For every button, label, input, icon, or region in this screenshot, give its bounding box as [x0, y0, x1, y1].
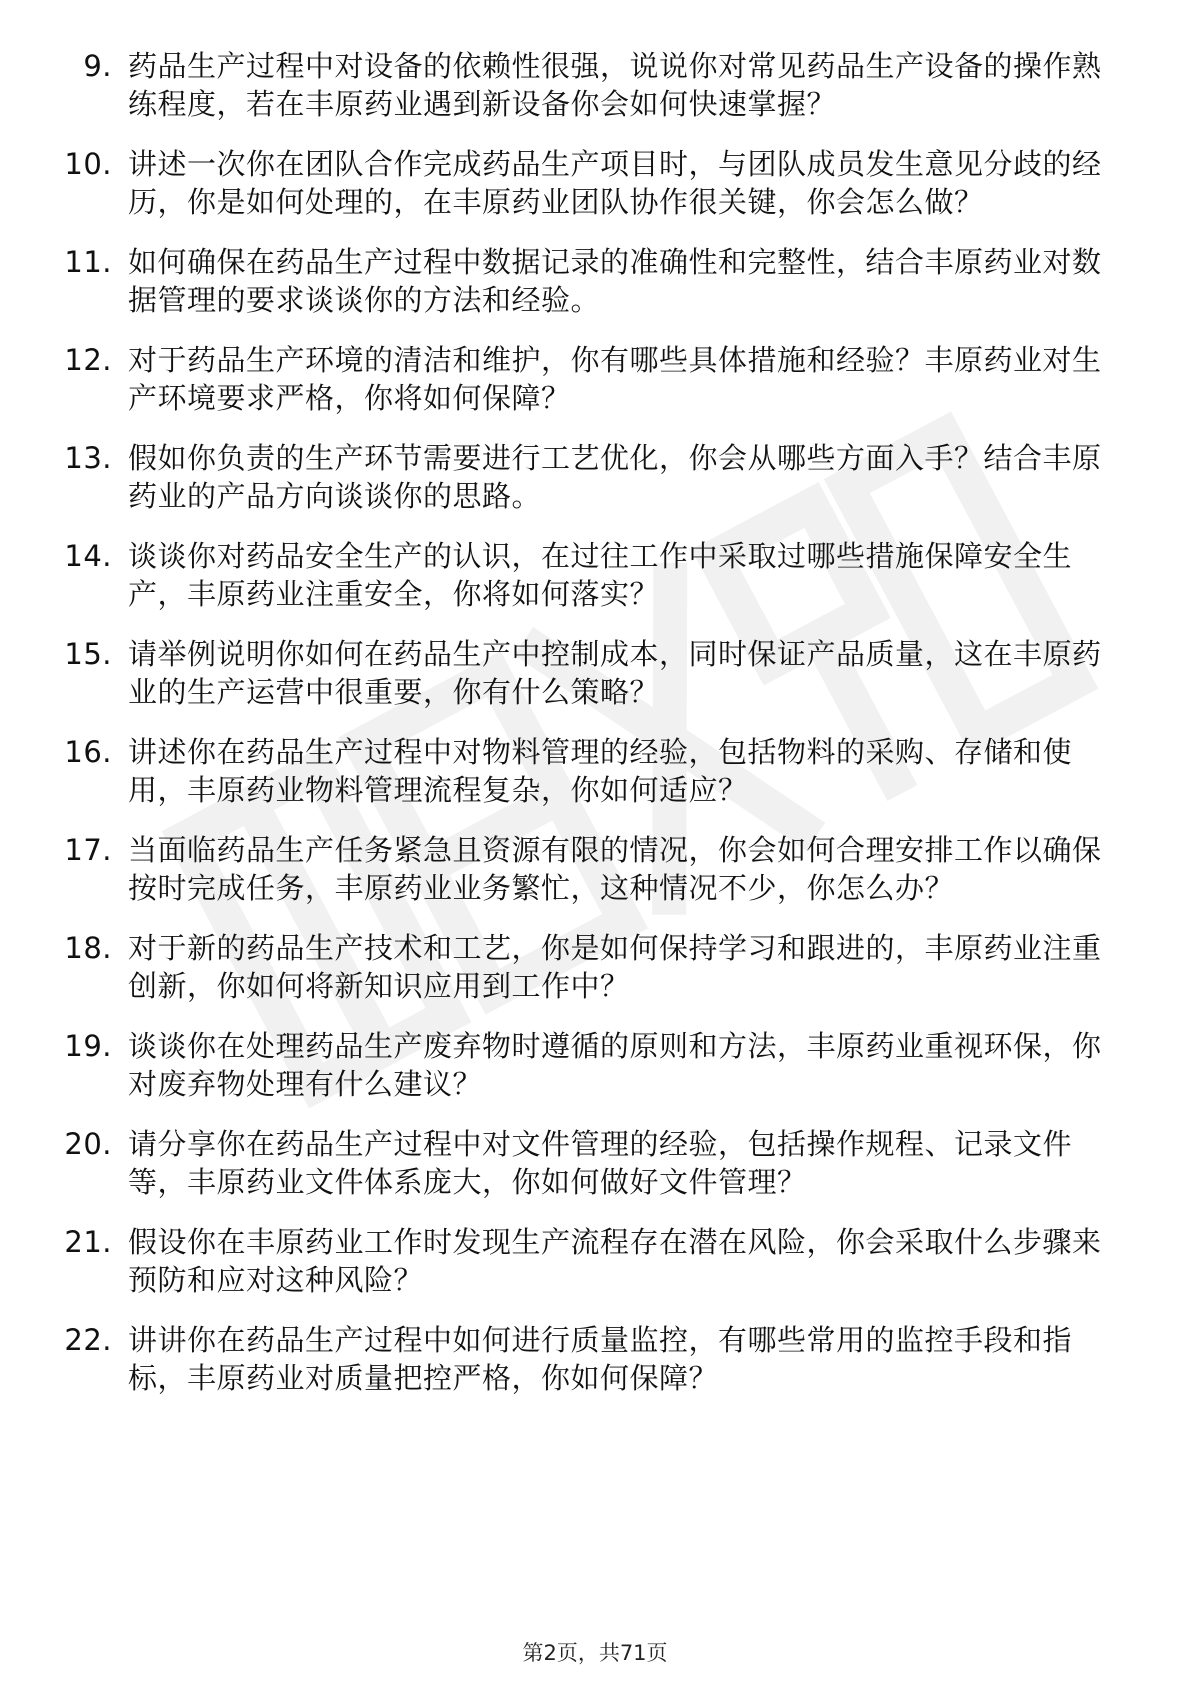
- question-number: 22.: [64, 1323, 112, 1357]
- question-number: 17.: [64, 833, 112, 867]
- question-text: 谈谈你对药品安全生产的认识，在过往工作中采取过哪些措施保障安全生产，丰原药业注重安全，你将如何落实？: [128, 539, 1073, 611]
- question-number: 15.: [64, 637, 112, 671]
- list-item: [60, 440, 1110, 515]
- question-number: 9.: [83, 49, 112, 83]
- list-item: [60, 832, 1110, 907]
- question-list: [60, 48, 1110, 1420]
- list-item: [60, 48, 1110, 123]
- list-item: [60, 734, 1110, 809]
- question-number: 20.: [64, 1127, 112, 1161]
- question-number: 16.: [64, 735, 112, 769]
- question-text: 如何确保在药品生产过程中数据记录的准确性和完整性，结合丰原药业对数据管理的要求谈谈你的方法和经验。: [128, 245, 1102, 317]
- question-number: 12.: [64, 343, 112, 377]
- question-text: 当面临药品生产任务紧急且资源有限的情况，你会如何合理安排工作以确保按时完成任务，丰原药业业务繁忙，这种情况不少，你怎么办？: [128, 833, 1102, 905]
- question-number: 18.: [64, 931, 112, 965]
- question-number: 11.: [64, 245, 112, 279]
- question-number: 19.: [64, 1029, 112, 1063]
- question-text: 假设你在丰原药业工作时发现生产流程存在潜在风险，你会采取什么步骤来预防和应对这种风险？: [128, 1225, 1102, 1297]
- question-text: 请分享你在药品生产过程中对文件管理的经验，包括操作规程、记录文件等，丰原药业文件体系庞大，你如何做好文件管理？: [128, 1127, 1073, 1199]
- question-text: 药品生产过程中对设备的依赖性很强，说说你对常见药品生产设备的操作熟练程度，若在丰原药业遇到新设备你会如何快速掌握？: [128, 49, 1102, 121]
- question-text: 讲述一次你在团队合作完成药品生产项目时，与团队成员发生意见分歧的经历，你是如何处理的，在丰原药业团队协作很关键，你会怎么做？: [128, 147, 1102, 219]
- question-text: 对于药品生产环境的清洁和维护，你有哪些具体措施和经验？丰原药业对生产环境要求严格，你将如何保障？: [128, 343, 1102, 415]
- question-text: 假如你负责的生产环节需要进行工艺优化，你会从哪些方面入手？结合丰原药业的产品方向谈谈你的思路。: [128, 441, 1102, 513]
- list-item: [60, 244, 1110, 319]
- question-text: 讲讲你在药品生产过程中如何进行质量监控，有哪些常用的监控手段和指标，丰原药业对质量把控严格，你如何保障？: [128, 1323, 1073, 1395]
- question-text: 讲述你在药品生产过程中对物料管理的经验，包括物料的采购、存储和使用，丰原药业物料管理流程复杂，你如何适应？: [128, 735, 1073, 807]
- list-item: [60, 636, 1110, 711]
- list-item: [60, 1028, 1110, 1103]
- question-text: 谈谈你在处理药品生产废弃物时遵循的原则和方法，丰原药业重视环保，你对废弃物处理有什么建议？: [128, 1029, 1102, 1101]
- question-number: 14.: [64, 539, 112, 573]
- question-number: 21.: [64, 1225, 112, 1259]
- page-number-footer: 第2页，共71页: [522, 1641, 668, 1665]
- list-item: [60, 538, 1110, 613]
- question-text: 对于新的药品生产技术和工艺，你是如何保持学习和跟进的，丰原药业注重创新，你如何将新知识应用到工作中？: [128, 931, 1102, 1003]
- list-item: [60, 1322, 1110, 1397]
- list-item: [60, 342, 1110, 417]
- question-number: 10.: [64, 147, 112, 181]
- question-number: 13.: [64, 441, 112, 475]
- list-item: [60, 1224, 1110, 1299]
- question-text: 请举例说明你如何在药品生产中控制成本，同时保证产品质量，这在丰原药业的生产运营中很重要，你有什么策略？: [128, 637, 1102, 709]
- list-item: [60, 1126, 1110, 1201]
- list-item: [60, 930, 1110, 1005]
- list-item: [60, 146, 1110, 221]
